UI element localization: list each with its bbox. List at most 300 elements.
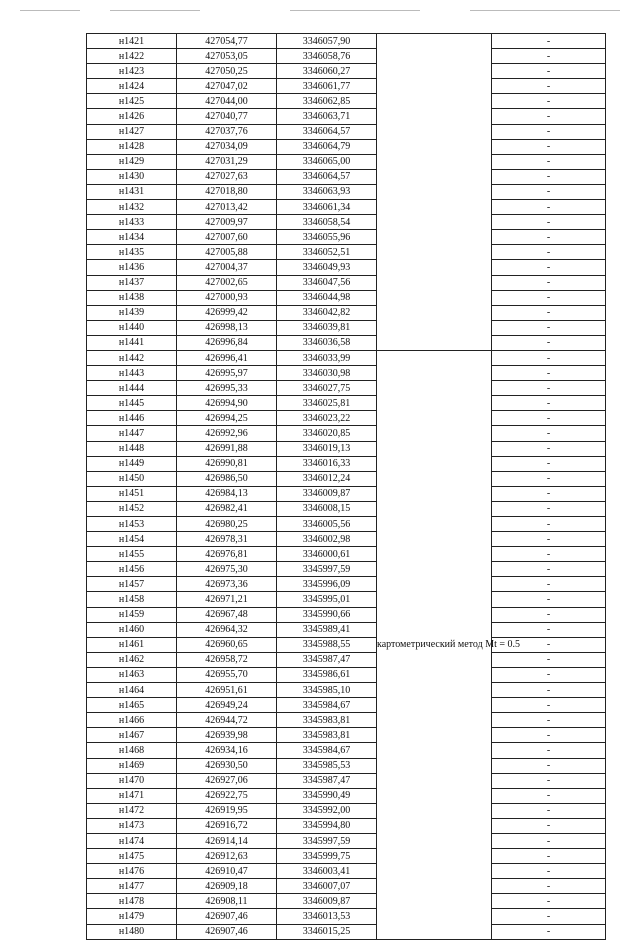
point-id-cell: н1436 — [87, 260, 177, 275]
y-coordinate-cell: 3346060,27 — [277, 64, 377, 79]
x-coordinate-cell: 426982,41 — [177, 501, 277, 516]
point-id-cell: н1480 — [87, 924, 177, 939]
table-row — [87, 517, 606, 532]
accuracy-cell: - — [492, 864, 606, 879]
y-coordinate-cell: 3345985,10 — [277, 683, 377, 698]
point-id-cell: н1470 — [87, 773, 177, 788]
accuracy-cell: - — [492, 879, 606, 894]
y-coordinate-cell: 3346064,79 — [277, 139, 377, 154]
accuracy-cell: - — [492, 94, 606, 109]
y-coordinate-cell: 3345999,75 — [277, 849, 377, 864]
accuracy-cell: - — [492, 833, 606, 848]
x-coordinate-cell: 427047,02 — [177, 79, 277, 94]
x-coordinate-cell: 427050,25 — [177, 64, 277, 79]
accuracy-cell: - — [492, 758, 606, 773]
accuracy-cell: - — [492, 698, 606, 713]
accuracy-cell: - — [492, 79, 606, 94]
point-id-cell: н1447 — [87, 426, 177, 441]
y-coordinate-cell: 3345990,66 — [277, 607, 377, 622]
x-coordinate-cell: 426939,98 — [177, 728, 277, 743]
x-coordinate-cell: 426910,47 — [177, 864, 277, 879]
x-coordinate-cell: 426999,42 — [177, 305, 277, 320]
accuracy-cell: - — [492, 64, 606, 79]
x-coordinate-cell: 426960,65 — [177, 637, 277, 652]
x-coordinate-cell: 426992,96 — [177, 426, 277, 441]
y-coordinate-cell: 3346025,81 — [277, 396, 377, 411]
table-row — [87, 879, 606, 894]
accuracy-cell: - — [492, 275, 606, 290]
table-row — [87, 79, 606, 94]
table-row — [87, 396, 606, 411]
point-id-cell: н1451 — [87, 486, 177, 501]
x-coordinate-cell: 426922,75 — [177, 788, 277, 803]
y-coordinate-cell: 3345983,81 — [277, 713, 377, 728]
coordinates-table-body — [87, 34, 606, 940]
point-id-cell: н1442 — [87, 350, 177, 365]
point-id-cell: н1473 — [87, 818, 177, 833]
table-row — [87, 260, 606, 275]
y-coordinate-cell: 3346005,56 — [277, 517, 377, 532]
table-row — [87, 607, 606, 622]
point-id-cell: н1474 — [87, 833, 177, 848]
table-row — [87, 275, 606, 290]
accuracy-cell: - — [492, 396, 606, 411]
x-coordinate-cell: 426976,81 — [177, 547, 277, 562]
table-row — [87, 245, 606, 260]
y-coordinate-cell: 3346042,82 — [277, 305, 377, 320]
x-coordinate-cell: 427053,05 — [177, 49, 277, 64]
point-id-cell: н1426 — [87, 109, 177, 124]
accuracy-cell: - — [492, 124, 606, 139]
x-coordinate-cell: 426908,11 — [177, 894, 277, 909]
point-id-cell: н1441 — [87, 335, 177, 350]
x-coordinate-cell: 426973,36 — [177, 577, 277, 592]
point-id-cell: н1433 — [87, 215, 177, 230]
point-id-cell: н1469 — [87, 758, 177, 773]
point-id-cell: н1472 — [87, 803, 177, 818]
table-row — [87, 456, 606, 471]
x-coordinate-cell: 426978,31 — [177, 532, 277, 547]
accuracy-cell: - — [492, 381, 606, 396]
point-id-cell: н1450 — [87, 471, 177, 486]
point-id-cell: н1479 — [87, 909, 177, 924]
y-coordinate-cell: 3346013,53 — [277, 909, 377, 924]
point-id-cell: н1443 — [87, 366, 177, 381]
table-row — [87, 501, 606, 516]
accuracy-cell: - — [492, 622, 606, 637]
x-coordinate-cell: 426990,81 — [177, 456, 277, 471]
accuracy-cell: - — [492, 49, 606, 64]
x-coordinate-cell: 427031,29 — [177, 154, 277, 169]
table-row — [87, 637, 606, 652]
y-coordinate-cell: 3346044,98 — [277, 290, 377, 305]
point-id-cell: н1430 — [87, 169, 177, 184]
y-coordinate-cell: 3345992,00 — [277, 803, 377, 818]
x-coordinate-cell: 426912,63 — [177, 849, 277, 864]
y-coordinate-cell: 3345990,49 — [277, 788, 377, 803]
point-id-cell: н1437 — [87, 275, 177, 290]
y-coordinate-cell: 3346047,56 — [277, 275, 377, 290]
accuracy-cell: - — [492, 818, 606, 833]
point-id-cell: н1465 — [87, 698, 177, 713]
table-row — [87, 109, 606, 124]
point-id-cell: н1461 — [87, 637, 177, 652]
accuracy-cell: - — [492, 426, 606, 441]
y-coordinate-cell: 3345986,61 — [277, 667, 377, 682]
x-coordinate-cell: 427013,42 — [177, 200, 277, 215]
y-coordinate-cell: 3345997,59 — [277, 562, 377, 577]
point-id-cell: н1468 — [87, 743, 177, 758]
table-row — [87, 486, 606, 501]
y-coordinate-cell: 3346061,34 — [277, 200, 377, 215]
accuracy-cell: - — [492, 335, 606, 350]
x-coordinate-cell: 427002,65 — [177, 275, 277, 290]
y-coordinate-cell: 3345984,67 — [277, 743, 377, 758]
y-coordinate-cell: 3346023,22 — [277, 411, 377, 426]
accuracy-cell: - — [492, 517, 606, 532]
point-id-cell: н1462 — [87, 652, 177, 667]
x-coordinate-cell: 426996,41 — [177, 350, 277, 365]
point-id-cell: н1428 — [87, 139, 177, 154]
y-coordinate-cell: 3346002,98 — [277, 532, 377, 547]
accuracy-cell: - — [492, 366, 606, 381]
x-coordinate-cell: 426955,70 — [177, 667, 277, 682]
y-coordinate-cell: 3345983,81 — [277, 728, 377, 743]
x-coordinate-cell: 426994,90 — [177, 396, 277, 411]
accuracy-cell: - — [492, 471, 606, 486]
table-row — [87, 743, 606, 758]
point-id-cell: н1456 — [87, 562, 177, 577]
point-id-cell: н1424 — [87, 79, 177, 94]
table-row — [87, 169, 606, 184]
y-coordinate-cell: 3346057,90 — [277, 34, 377, 49]
x-coordinate-cell: 427040,77 — [177, 109, 277, 124]
accuracy-cell: - — [492, 562, 606, 577]
accuracy-cell: - — [492, 743, 606, 758]
table-row — [87, 290, 606, 305]
table-row — [87, 547, 606, 562]
x-coordinate-cell: 426951,61 — [177, 683, 277, 698]
x-coordinate-cell: 426994,25 — [177, 411, 277, 426]
y-coordinate-cell: 3346065,00 — [277, 154, 377, 169]
accuracy-cell: - — [492, 305, 606, 320]
point-id-cell: н1440 — [87, 320, 177, 335]
y-coordinate-cell: 3346064,57 — [277, 124, 377, 139]
x-coordinate-cell: 426996,84 — [177, 335, 277, 350]
x-coordinate-cell: 427044,00 — [177, 94, 277, 109]
accuracy-cell: - — [492, 592, 606, 607]
accuracy-cell: - — [492, 924, 606, 939]
x-coordinate-cell: 426949,24 — [177, 698, 277, 713]
x-coordinate-cell: 427054,77 — [177, 34, 277, 49]
point-id-cell: н1449 — [87, 456, 177, 471]
point-id-cell: н1460 — [87, 622, 177, 637]
accuracy-cell: - — [492, 849, 606, 864]
table-row — [87, 350, 606, 365]
y-coordinate-cell: 3345994,80 — [277, 818, 377, 833]
table-row — [87, 833, 606, 848]
point-id-cell: н1476 — [87, 864, 177, 879]
y-coordinate-cell: 3345985,53 — [277, 758, 377, 773]
accuracy-cell: - — [492, 184, 606, 199]
y-coordinate-cell: 3346027,75 — [277, 381, 377, 396]
x-coordinate-cell: 427018,80 — [177, 184, 277, 199]
table-row — [87, 683, 606, 698]
table-row — [87, 713, 606, 728]
x-coordinate-cell: 426927,06 — [177, 773, 277, 788]
table-row — [87, 864, 606, 879]
x-coordinate-cell: 426980,25 — [177, 517, 277, 532]
point-id-cell: н1423 — [87, 64, 177, 79]
x-coordinate-cell: 426909,18 — [177, 879, 277, 894]
accuracy-cell: - — [492, 34, 606, 49]
accuracy-cell: - — [492, 245, 606, 260]
x-coordinate-cell: 426984,13 — [177, 486, 277, 501]
y-coordinate-cell: 3346016,33 — [277, 456, 377, 471]
table-row — [87, 894, 606, 909]
accuracy-cell: - — [492, 486, 606, 501]
table-row — [87, 366, 606, 381]
point-id-cell: н1439 — [87, 305, 177, 320]
table-row — [87, 49, 606, 64]
x-coordinate-cell: 426967,48 — [177, 607, 277, 622]
point-id-cell: н1467 — [87, 728, 177, 743]
accuracy-cell: - — [492, 154, 606, 169]
table-row — [87, 622, 606, 637]
method-cell-empty — [377, 34, 492, 351]
y-coordinate-cell: 3346061,77 — [277, 79, 377, 94]
accuracy-cell: - — [492, 456, 606, 471]
y-coordinate-cell: 3346063,71 — [277, 109, 377, 124]
x-coordinate-cell: 427005,88 — [177, 245, 277, 260]
accuracy-cell: - — [492, 637, 606, 652]
y-coordinate-cell: 3346012,24 — [277, 471, 377, 486]
table-row — [87, 411, 606, 426]
table-row — [87, 64, 606, 79]
x-coordinate-cell: 426991,88 — [177, 441, 277, 456]
y-coordinate-cell: 3346064,57 — [277, 169, 377, 184]
x-coordinate-cell: 426907,46 — [177, 909, 277, 924]
table-row — [87, 34, 606, 49]
y-coordinate-cell: 3345989,41 — [277, 622, 377, 637]
x-coordinate-cell: 427009,97 — [177, 215, 277, 230]
point-id-cell: н1429 — [87, 154, 177, 169]
point-id-cell: н1425 — [87, 94, 177, 109]
point-id-cell: н1431 — [87, 184, 177, 199]
y-coordinate-cell: 3346000,61 — [277, 547, 377, 562]
x-coordinate-cell: 426995,33 — [177, 381, 277, 396]
point-id-cell: н1466 — [87, 713, 177, 728]
table-row — [87, 230, 606, 245]
table-row — [87, 698, 606, 713]
table-row — [87, 335, 606, 350]
x-coordinate-cell: 426914,14 — [177, 833, 277, 848]
y-coordinate-cell: 3345996,09 — [277, 577, 377, 592]
accuracy-cell: - — [492, 109, 606, 124]
coordinates-table — [86, 33, 606, 940]
table-row — [87, 909, 606, 924]
accuracy-cell: - — [492, 894, 606, 909]
y-coordinate-cell: 3345997,59 — [277, 833, 377, 848]
x-coordinate-cell: 427034,09 — [177, 139, 277, 154]
coordinates-table-sheet — [86, 33, 605, 940]
point-id-cell: н1432 — [87, 200, 177, 215]
y-coordinate-cell: 3346058,76 — [277, 49, 377, 64]
point-id-cell: н1435 — [87, 245, 177, 260]
x-coordinate-cell: 427027,63 — [177, 169, 277, 184]
y-coordinate-cell: 3346015,25 — [277, 924, 377, 939]
table-row — [87, 305, 606, 320]
accuracy-cell: - — [492, 290, 606, 305]
accuracy-cell: - — [492, 169, 606, 184]
point-id-cell: н1422 — [87, 49, 177, 64]
accuracy-cell: - — [492, 728, 606, 743]
point-id-cell: н1452 — [87, 501, 177, 516]
x-coordinate-cell: 426964,32 — [177, 622, 277, 637]
table-row — [87, 124, 606, 139]
y-coordinate-cell: 3346062,85 — [277, 94, 377, 109]
point-id-cell: н1438 — [87, 290, 177, 305]
point-id-cell: н1477 — [87, 879, 177, 894]
table-row — [87, 773, 606, 788]
x-coordinate-cell: 427004,37 — [177, 260, 277, 275]
y-coordinate-cell: 3346020,85 — [277, 426, 377, 441]
point-id-cell: н1453 — [87, 517, 177, 532]
y-coordinate-cell: 3346030,98 — [277, 366, 377, 381]
accuracy-cell: - — [492, 773, 606, 788]
accuracy-cell: - — [492, 200, 606, 215]
point-id-cell: н1457 — [87, 577, 177, 592]
point-id-cell: н1471 — [87, 788, 177, 803]
accuracy-cell: - — [492, 320, 606, 335]
y-coordinate-cell: 3346063,93 — [277, 184, 377, 199]
x-coordinate-cell: 426907,46 — [177, 924, 277, 939]
accuracy-cell: - — [492, 909, 606, 924]
table-row — [87, 728, 606, 743]
table-row — [87, 184, 606, 199]
accuracy-cell: - — [492, 350, 606, 365]
table-row — [87, 426, 606, 441]
x-coordinate-cell: 427007,60 — [177, 230, 277, 245]
accuracy-cell: - — [492, 547, 606, 562]
table-row — [87, 758, 606, 773]
y-coordinate-cell: 3346052,51 — [277, 245, 377, 260]
x-coordinate-cell: 426975,30 — [177, 562, 277, 577]
y-coordinate-cell: 3346019,13 — [277, 441, 377, 456]
point-id-cell: н1427 — [87, 124, 177, 139]
accuracy-cell: - — [492, 230, 606, 245]
x-coordinate-cell: 426958,72 — [177, 652, 277, 667]
point-id-cell: н1455 — [87, 547, 177, 562]
y-coordinate-cell: 3346007,07 — [277, 879, 377, 894]
table-row — [87, 532, 606, 547]
y-coordinate-cell: 3345995,01 — [277, 592, 377, 607]
table-row — [87, 200, 606, 215]
table-row — [87, 94, 606, 109]
table-row — [87, 924, 606, 939]
accuracy-cell: - — [492, 532, 606, 547]
accuracy-cell: - — [492, 683, 606, 698]
y-coordinate-cell: 3346049,93 — [277, 260, 377, 275]
point-id-cell: н1464 — [87, 683, 177, 698]
point-id-cell: н1421 — [87, 34, 177, 49]
x-coordinate-cell: 426916,72 — [177, 818, 277, 833]
point-id-cell: н1478 — [87, 894, 177, 909]
table-row — [87, 562, 606, 577]
x-coordinate-cell: 426944,72 — [177, 713, 277, 728]
x-coordinate-cell: 426986,50 — [177, 471, 277, 486]
table-row — [87, 215, 606, 230]
table-row — [87, 667, 606, 682]
point-id-cell: н1434 — [87, 230, 177, 245]
table-row — [87, 154, 606, 169]
point-id-cell: н1448 — [87, 441, 177, 456]
table-row — [87, 818, 606, 833]
table-row — [87, 849, 606, 864]
accuracy-cell: - — [492, 577, 606, 592]
table-row — [87, 139, 606, 154]
accuracy-cell: - — [492, 411, 606, 426]
point-id-cell: н1445 — [87, 396, 177, 411]
accuracy-cell: - — [492, 139, 606, 154]
point-id-cell: н1459 — [87, 607, 177, 622]
y-coordinate-cell: 3346039,81 — [277, 320, 377, 335]
y-coordinate-cell: 3346008,15 — [277, 501, 377, 516]
table-row — [87, 592, 606, 607]
y-coordinate-cell: 3346009,87 — [277, 486, 377, 501]
x-coordinate-cell: 426934,16 — [177, 743, 277, 758]
x-coordinate-cell: 426919,95 — [177, 803, 277, 818]
point-id-cell: н1446 — [87, 411, 177, 426]
accuracy-cell: - — [492, 713, 606, 728]
accuracy-cell: - — [492, 652, 606, 667]
y-coordinate-cell: 3346055,96 — [277, 230, 377, 245]
y-coordinate-cell: 3345987,47 — [277, 652, 377, 667]
y-coordinate-cell: 3345987,47 — [277, 773, 377, 788]
accuracy-cell: - — [492, 667, 606, 682]
y-coordinate-cell: 3346058,54 — [277, 215, 377, 230]
table-row — [87, 788, 606, 803]
table-row — [87, 320, 606, 335]
table-row — [87, 381, 606, 396]
table-row — [87, 577, 606, 592]
x-coordinate-cell: 427037,76 — [177, 124, 277, 139]
x-coordinate-cell: 426995,97 — [177, 366, 277, 381]
method-cell: картометрический метод Mt = 0.5 — [377, 350, 492, 939]
accuracy-cell: - — [492, 501, 606, 516]
table-row — [87, 471, 606, 486]
accuracy-cell: - — [492, 441, 606, 456]
x-coordinate-cell: 426930,50 — [177, 758, 277, 773]
accuracy-cell: - — [492, 260, 606, 275]
point-id-cell: н1444 — [87, 381, 177, 396]
y-coordinate-cell: 3346036,58 — [277, 335, 377, 350]
y-coordinate-cell: 3345988,55 — [277, 637, 377, 652]
accuracy-cell: - — [492, 215, 606, 230]
point-id-cell: н1475 — [87, 849, 177, 864]
point-id-cell: н1454 — [87, 532, 177, 547]
x-coordinate-cell: 426971,21 — [177, 592, 277, 607]
y-coordinate-cell: 3346003,41 — [277, 864, 377, 879]
accuracy-cell: - — [492, 607, 606, 622]
table-row — [87, 441, 606, 456]
point-id-cell: н1463 — [87, 667, 177, 682]
top-scan-marks — [0, 10, 640, 16]
x-coordinate-cell: 427000,93 — [177, 290, 277, 305]
y-coordinate-cell: 3346033,99 — [277, 350, 377, 365]
y-coordinate-cell: 3346009,87 — [277, 894, 377, 909]
table-row — [87, 803, 606, 818]
